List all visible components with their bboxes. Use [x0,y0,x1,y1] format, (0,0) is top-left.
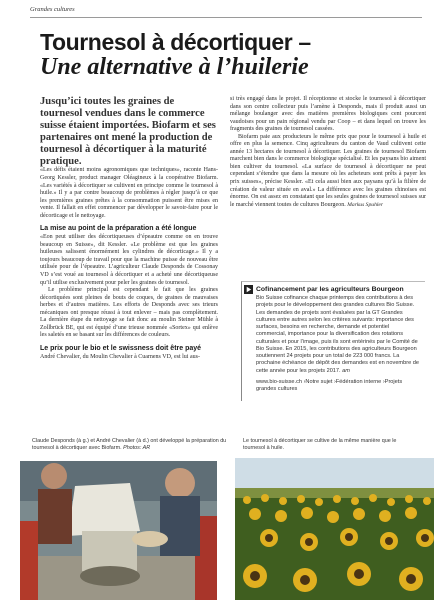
section-label: Grandes cultures [30,6,75,13]
lead-paragraph: Jusqu’ici toutes les graines de tournesol vendues dans le commerce suisse étaient importées. Biofarm et ses partenaires ont mené la production de tournesol à décortiquer à la maturité pratique. [40,96,216,167]
body-paragraph: André Chevalier, du Moulin Chevalier à Cuarnens VD, est lui aus- [40,353,200,360]
caption-left [32,438,232,452]
box-body [256,295,420,375]
arrow-icon [244,285,253,294]
box-body-text: Bio Suisse cofinance chaque printemps des contributions à des projets pour le développement des grandes cultures Bio Suisse. Les demandes de projets sont évaluées par la GT Grandes cultures entre autres selon les critères suivants: importance des surfaces, besoins en recherche, demande et potentiel commercial, importance pour la diversification des rotations culturales et pour l’image, puis ils sont entérinés par le Comité de Bio Suisse. En 2015, les contributions des agriculteurs Bourgeon soutiennent 24 projets pour un total de 223 000 francs. La prochaine échéance de dépôt des demandes est en novembre de cette année pour les projets 2017. [256,295,419,374]
info-box [241,281,425,401]
body-paragraph: «Les défis étaient moins agronomiques que techniques», raconte Hans-Georg Kessler, product manager Oléagineux à la coopérative Biofarm. «Les variétés à décortiquer se cultivent en principe comme le tournesol à huile.» Il y a par contre beaucoup de problèmes à régler jusqu’à ce que les premières graines prêtes à la consommation puissent être mises en vente. Il fallait en effet commencer par développer le savoir-faire pour le décorticage et le nettoyage. [40,167,218,219]
author-signature: Markus Spuhler [347,201,384,208]
section-rule [30,17,422,18]
body-paragraph [230,134,426,209]
body-paragraph: si très engagé dans le projet. Il réceptionne et stocke le tournesol à décortiquer dans son centre collecteur puis l’amène à Desponds, mais il produit aussi un mélange boulanger avec des matières premières biologiques cent pourcent vaudoises pour un pain régional vendu par Coop – et dans lequel on trouve les fragments des graines de tournesol cassées. [230,96,426,133]
headline: Tournesol à décortiquer – [40,29,311,55]
photo-sunflower-field [235,458,434,600]
photo-credit: Photos: AR [123,445,151,452]
subheading-preparation: La mise au point de la préparation a été longue [40,225,197,233]
caption-right: Le tournesol à décortiquer se cultive de la même manière que le tournesol à huile. [243,438,397,452]
right-column [230,96,426,209]
left-column [40,96,218,361]
body-paragraph-text: Biofarm paie aux producteurs le même prix que pour le tournesol à huile et offre en plus la semence. Cinq agriculteurs du canton de Vaud cultivent cette année 13 hectares de tournesol à décortiquer. Les graines de tournesol Biofarm marchent bien dans le commerce biologique spécialisé. Et les paysans bio aiment bien cultiver du tournesol. «La surface de tournesol à décortiquer ne peut cependant s’étendre que dans la mesure où les acheteurs sont prêts à payer les prix suisses», précise Kessler. «Et cela aussi bien aux paysans qu’à la filière de création de valeur située en aval.» La différence avec les graines chinoises est énorme. On est assez en constatant que les seules graines de tournesol suisses sur le marché viennent toutes de cultures Bourgeon. [230,133,426,208]
subhead: Une alternative à l’huilerie [40,54,309,80]
box-signature: am [342,367,350,374]
subheading-price: Le prix pour le bio et le swissness doit être payé [40,344,202,352]
box-title: Cofinancement par les agriculteurs Bourgeon [256,286,404,293]
box-link[interactable]: www.bio-suisse.ch ›Notre sujet ›Fédération interne ›Projets grandes cultures [256,378,403,392]
caption-left-text: Claude Desponds (à g.) et André Chevalier (à d.) ont développé la préparation du tournesol à décortiquer avec Biofarm. [32,438,227,452]
photo-farmers-machine [20,461,217,600]
body-paragraph: «Eon peut utiliser des décortiqueuses d’épeautre comme on en trouve beaucoup en Suisse», dit Kessler. «Le problème est que les graines huileuses salissent énormément les cylindres de décorticage.» Il y a toujours beaucoup de travail pour que la machine puisse de nouveau être utilisée pour de l’épeautre. L’agriculteur Claude Desponds de Cossonay VD s’est voué au tournesol à décortiquer et a acheté une décortiqueuse qu’il utilise exclusivement pour peler les graines de tournesol. [40,234,218,286]
body-paragraph: Le problème principal est cependant le fait que les graines décortiquées sont pleines de bouts de coques, de graines de mauvaises herbes et d’autres matières. Les efforts de Desponds avec ses trieurs mécaniques ont presque réussi à tout enlever – mais pas complètement. La dernière étape du nettoyage se fait donc au moulin Steiner Mühle à Zollbrück BE, qui est équipé d’une trieuse nommée «Sortex» qui enlève les saletés en se basant sur les différences de couleurs. [40,287,218,339]
